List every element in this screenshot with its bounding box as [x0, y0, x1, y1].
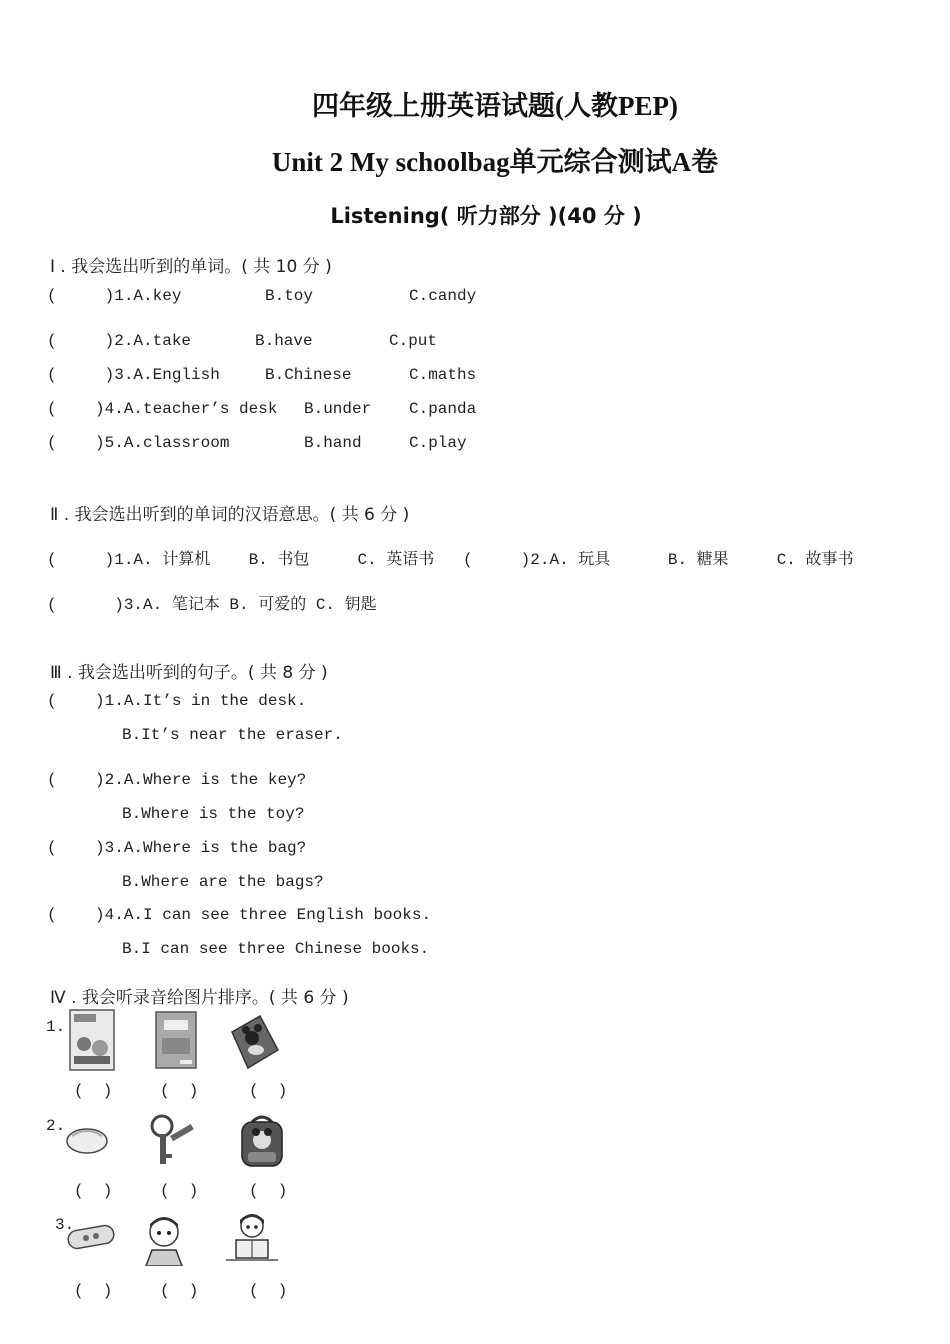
- part3-line-2b: B.Where is the toy?: [122, 805, 305, 823]
- boy-icon: [142, 1212, 186, 1266]
- eraser-icon: [64, 1124, 110, 1156]
- part1-item-2-c: C.put: [389, 332, 438, 350]
- english-book-icon: [154, 1010, 198, 1070]
- part1-item-1-c: C.candy: [409, 287, 477, 305]
- section-title: Listening( 听力部分 )(40 分 ): [330, 204, 642, 228]
- page-title: 四年级上册英语试题(人教PEP): [312, 91, 678, 121]
- part1-item-1-a: ( )1.A.key: [47, 287, 182, 305]
- row-2-paren-1: ( ): [74, 1182, 113, 1200]
- keys-icon: [146, 1112, 198, 1170]
- row-3-paren-2: ( ): [160, 1282, 199, 1300]
- part1-item-3-b: B.Chinese: [265, 366, 352, 384]
- part1-item-5-b: B.hand: [304, 434, 362, 452]
- part3-line-1a: ( )1.A.It’s in the desk.: [47, 692, 307, 710]
- part1-item-2-b: B.have: [255, 332, 313, 350]
- part3-line-4a: ( )4.A.I can see three English books.: [47, 906, 432, 924]
- row-1-paren-2: ( ): [160, 1082, 199, 1100]
- row-1-number: 1.: [46, 1018, 66, 1036]
- storybook-icon: [226, 1012, 282, 1072]
- row-3-paren-1: ( ): [74, 1282, 113, 1300]
- page-subtitle: Unit 2 My schoolbag单元综合测试A卷: [271, 147, 719, 177]
- girl-reading-icon: [222, 1210, 282, 1266]
- part1-item-4-b: B.under: [304, 400, 372, 418]
- part3-heading: Ⅲ . 我会选出听到的句子。( 共 8 分 ): [50, 663, 328, 683]
- part1-item-2-a: ( )2.A.take: [47, 332, 192, 350]
- part3-line-2a: ( )2.A.Where is the key?: [47, 771, 307, 789]
- part1-item-3-c: C.maths: [409, 366, 477, 384]
- pencil-box-icon: [64, 1222, 118, 1252]
- part1-item-5-a: ( )5.A.classroom: [47, 434, 230, 452]
- row-1-paren-1: ( ): [74, 1082, 113, 1100]
- part2-line-1: ( )1.A. 计算机 B. 书包 C. 英语书 ( )2.A. 玩具 B. 糖果 C. 故事书: [47, 551, 854, 569]
- part3-line-4b: B.I can see three Chinese books.: [122, 940, 430, 958]
- part1-item-4-a: ( )4.A.teacher’s desk: [47, 400, 278, 418]
- row-3-number: 3.: [55, 1216, 75, 1234]
- part3-line-3a: ( )3.A.Where is the bag?: [47, 839, 307, 857]
- row-2-paren-2: ( ): [160, 1182, 199, 1200]
- part1-item-3-a: ( )3.A.English: [47, 366, 220, 384]
- part4-heading: Ⅳ . 我会听录音给图片排序。( 共 6 分 ): [50, 988, 349, 1008]
- math-book-icon: [68, 1008, 116, 1072]
- part1-heading: Ⅰ . 我会选出听到的单词。( 共 10 分 ): [50, 257, 332, 277]
- schoolbag-icon: [236, 1112, 288, 1170]
- part3-line-3b: B.Where are the bags?: [122, 873, 324, 891]
- part1-item-4-c: C.panda: [409, 400, 477, 418]
- row-2-number: 2.: [46, 1117, 66, 1135]
- part3-line-1b: B.It’s near the eraser.: [122, 726, 343, 744]
- part1-item-1-b: B.toy: [265, 287, 314, 305]
- row-2-paren-3: ( ): [249, 1182, 288, 1200]
- row-1-paren-3: ( ): [249, 1082, 288, 1100]
- row-3-paren-3: ( ): [249, 1282, 288, 1300]
- part2-heading: Ⅱ . 我会选出听到的单词的汉语意思。( 共 6 分 ): [50, 505, 410, 525]
- part2-line-2: ( )3.A. 笔记本 B. 可爱的 C. 钥匙: [47, 596, 377, 614]
- part1-item-5-c: C.play: [409, 434, 467, 452]
